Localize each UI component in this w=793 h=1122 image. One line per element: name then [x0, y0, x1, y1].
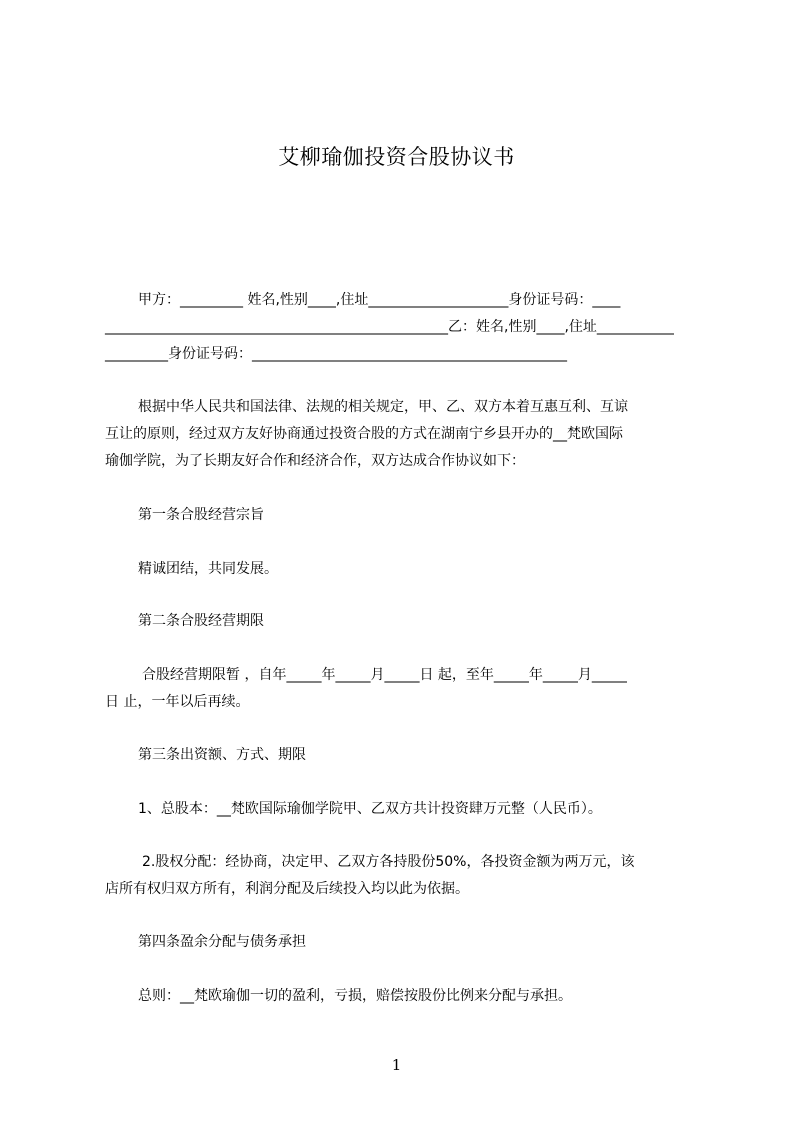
page-number: 1 [391, 1056, 402, 1074]
document-title: 艾柳瑜伽投资合股协议书 [278, 145, 515, 169]
article-1-body: 精诚团结，共同发展。 [138, 561, 278, 577]
article-1-heading: 第一条合股经营宗旨 [138, 507, 264, 523]
article-2-heading: 第二条合股经营期限 [138, 613, 264, 629]
article-3-heading: 第三条出资额、方式、期限 [138, 747, 306, 763]
article-3-item-2-line-1: 2.股权分配：经协商，决定甲、乙双方各持股份50%，各投资金额为两万元，该 [142, 854, 635, 870]
article-2-body-line-2: 日 止，一年以后再续。 [105, 694, 250, 710]
article-4-body: 总则：__梵欧瑜伽一切的盈利，亏损，赔偿按股份比例来分配与承担。 [138, 988, 572, 1004]
preamble-line-1: 根据中华人民共和国法律、法规的相关规定，甲、乙、双方本着互惠互利、互谅 [138, 399, 628, 415]
article-3-item-1: 1、总股本：__梵欧国际瑜伽学院甲、乙双方共计投资肆万元整（人民币）。 [138, 801, 602, 817]
article-2-body-line-1: 合股经营期限暂 ，自年_____年_____月_____日 起，至年_____年_____月_____ [142, 667, 627, 683]
preamble-line-3: 瑜伽学院，为了长期友好合作和经济合作，双方达成合作协议如下： [105, 453, 525, 469]
party-line-1: 甲方：_________ 姓名,性别____,住址____________________身份证号码：____ [138, 292, 621, 308]
article-4-heading: 第四条盈余分配与债务承担 [138, 934, 306, 950]
article-3-item-2-line-2: 店所有权归双方所有，利润分配及后续投入均以此为依据。 [105, 881, 469, 897]
party-line-3: _________身份证号码：_____________________________________________ [105, 346, 567, 362]
preamble-line-2: 互让的原则，经过双方友好协商通过投资合股的方式在湖南宁乡县开办的__梵欧国际 [105, 426, 623, 442]
party-line-2: _________________________________________________乙：姓名,性别____,住址___________ [105, 319, 674, 335]
